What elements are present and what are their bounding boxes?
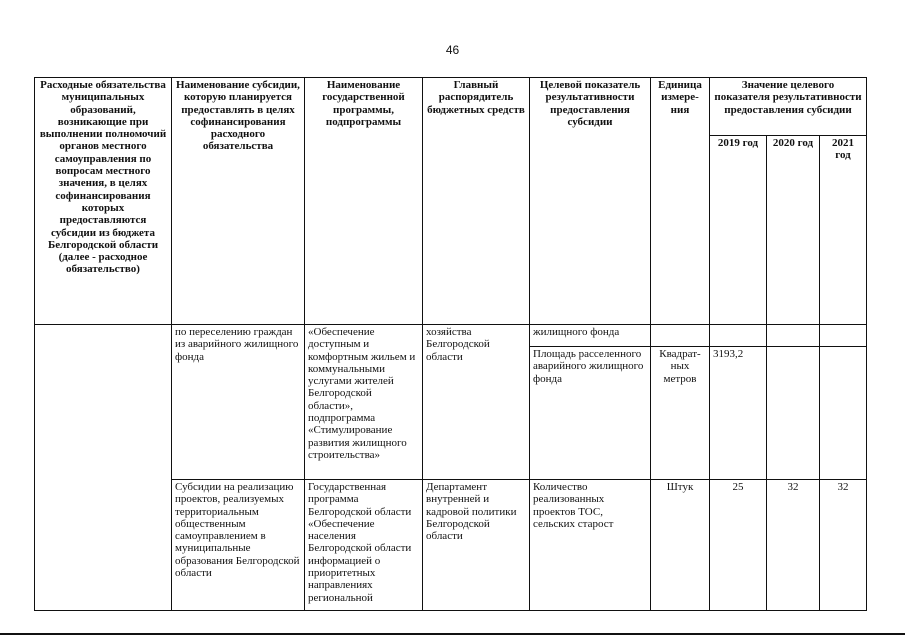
header-year-2020: 2020 год [767, 136, 820, 325]
value-2020-cell: 32 [767, 480, 820, 611]
program-cell: Государственная программа Белгородской области «Обеспечение населения Белгородской области информацией о приоритетных направлениях региональной [305, 480, 423, 611]
manager-cell: Департамент внутренней и кадровой политики Белгородской области [423, 480, 530, 611]
value-2019-cell [710, 325, 767, 347]
obligation-cell [35, 325, 172, 611]
header-row-1 [35, 78, 867, 136]
value-2019-cell: 25 [710, 480, 767, 611]
header-indicator-value: Значение целевого показателя результативности предоставления субсидии [710, 78, 867, 136]
value-2019-cell: 3193,2 [710, 347, 767, 480]
header-program-name: Наименование государственной программы, подпрограммы [305, 78, 423, 325]
value-2020-cell [767, 347, 820, 480]
subsidy-table [34, 77, 867, 611]
value-2021-cell [820, 325, 867, 347]
program-cell: «Обеспечение доступным и комфортным жильем и коммунальными услугами жителей Белгородской области», подпрограмма «Стимулирование развития жилищного строительства» [305, 325, 423, 480]
indicator-cell: жилищного фонда [530, 325, 651, 347]
indicator-cell: Количество реализованных проектов ТОС, сельских старост [530, 480, 651, 611]
page-bottom-rule [0, 633, 905, 635]
header-budget-manager: Главный распорядитель бюджетных средств [423, 78, 530, 325]
header-year-2021: 2021 год [820, 136, 867, 325]
unit-cell: Квадрат-ных метров [651, 347, 710, 480]
value-2021-cell [820, 347, 867, 480]
manager-cell: хозяйства Белгородской области [423, 325, 530, 480]
header-target-indicator: Целевой показатель результативности предоставления субсидии [530, 78, 651, 325]
table-row [35, 325, 867, 347]
header-year-2019: 2019 год [710, 136, 767, 325]
indicator-cell: Площадь расселенного аварийного жилищного фонда [530, 347, 651, 480]
header-subsidy-name: Наименование субсидии, которую планируется предоставлять в целях софинансирования расходного обязательства [172, 78, 305, 325]
unit-cell [651, 325, 710, 347]
value-2021-cell: 32 [820, 480, 867, 611]
header-unit: Единица измере-ния [651, 78, 710, 325]
page-number: 46 [445, 43, 460, 57]
value-2020-cell [767, 325, 820, 347]
unit-cell: Штук [651, 480, 710, 611]
header-expenditure-obligations: Расходные обязательства муниципальных образований, возникающие при выполнении полномочий органов местного самоуправления по вопросам местного значения, в целях софинансирования которых предоставляются субсидии из бюджета Белгородской области (далее - расходное обязательство) [35, 78, 172, 325]
subsidy-name-cell: по переселению граждан из аварийного жилищного фонда [172, 325, 305, 480]
subsidy-name-cell: Субсидии на реализацию проектов, реализуемых территориальным общественным самоуправлением в муниципальные образования Белгородской области [172, 480, 305, 611]
